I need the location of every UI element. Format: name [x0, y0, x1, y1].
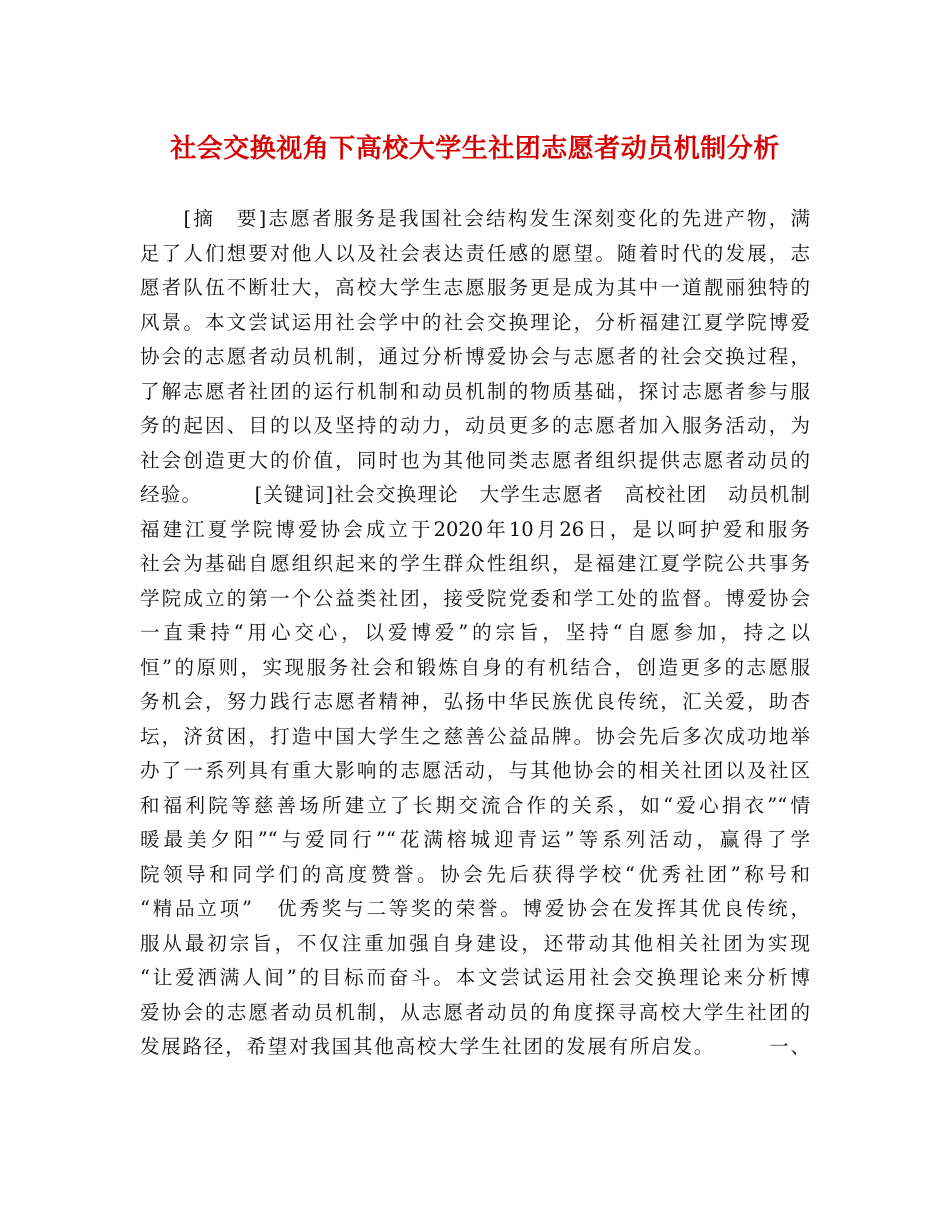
body-line: 坛，济贫困，打造中国大学生之慈善公益品牌。协会先后多次成功地举	[140, 724, 810, 748]
body-line: 社会为基础自愿组织起来的学生群众性组织，是福建江夏学院公共事务	[140, 552, 810, 575]
body-line: 恒”的原则，实现服务社会和锻炼自身的有机结合，创造更多的志愿服	[140, 655, 810, 679]
body-line: 服从最初宗旨，不仅注重加强自身建设，还带动其他相关社团为实现	[140, 931, 810, 955]
body-line: “精品立项” 优秀奖与二等奖的荣誉。博爱协会在发挥其优良传统，	[140, 897, 810, 920]
body-line: 协会的志愿者动员机制，通过分析博爱协会与志愿者的社会交换过程，	[140, 345, 810, 368]
body-line: 发展路径，希望对我国其他高校大学生社团的发展有所启发。 一、	[140, 1035, 810, 1058]
body-line: 务机会，努力践行志愿者精神，弘扬中华民族优良传统，汇关爱，助杏	[140, 690, 810, 713]
body-line: [摘 要]志愿者服务是我国社会结构发生深刻变化的先进产物，满	[140, 207, 810, 230]
body-line: 办了一系列具有重大影响的志愿活动，与其他协会的相关社团以及社区	[140, 759, 810, 782]
body-line: 经验。 [关键词]社会交换理论 大学生志愿者 高校社团 动员机制	[140, 483, 810, 506]
body-line: 了解志愿者社团的运行机制和动员机制的物质基础，探讨志愿者参与服	[140, 379, 810, 403]
body-line: 暖最美夕阳”“与爱同行”“花满榕城迎青运”等系列活动，赢得了学	[140, 828, 810, 851]
body-line: 院领导和同学们的高度赞誉。协会先后获得学校“优秀社团”称号和	[140, 862, 810, 886]
document-body	[140, 202, 810, 1065]
body-line: 务的起因、目的以及坚持的动力，动员更多的志愿者加入服务活动，为	[140, 414, 810, 437]
body-line: 爱协会的志愿者动员机制，从志愿者动员的角度探寻高校大学生社团的	[140, 1000, 810, 1024]
body-line: 福建江夏学院博爱协会成立于2020年10月26日，是以呵护爱和服务	[140, 517, 810, 541]
body-line: 愿者队伍不断壮大，高校大学生志愿服务更是成为其中一道靓丽独特的	[140, 276, 810, 299]
document-title: 社会交换视角下高校大学生社团志愿者动员机制分析	[170, 134, 780, 164]
body-line: 足了人们想要对他人以及社会表达责任感的愿望。随着时代的发展，志	[140, 241, 810, 265]
body-line: 一直秉持“用心交心，以爱博爱”的宗旨，坚持“自愿参加，持之以	[140, 621, 810, 644]
body-line: 社会创造更大的价值，同时也为其他同类志愿者组织提供志愿者动员的	[140, 448, 810, 472]
body-line: 学院成立的第一个公益类社团，接受院党委和学工处的监督。博爱协会	[140, 586, 810, 610]
body-line: “让爱洒满人间”的目标而奋斗。本文尝试运用社会交换理论来分析博	[140, 966, 810, 989]
body-line: 和福利院等慈善场所建立了长期交流合作的关系，如“爱心捐衣”“情	[140, 793, 810, 817]
body-line: 风景。本文尝试运用社会学中的社会交换理论，分析福建江夏学院博爱	[140, 310, 810, 334]
